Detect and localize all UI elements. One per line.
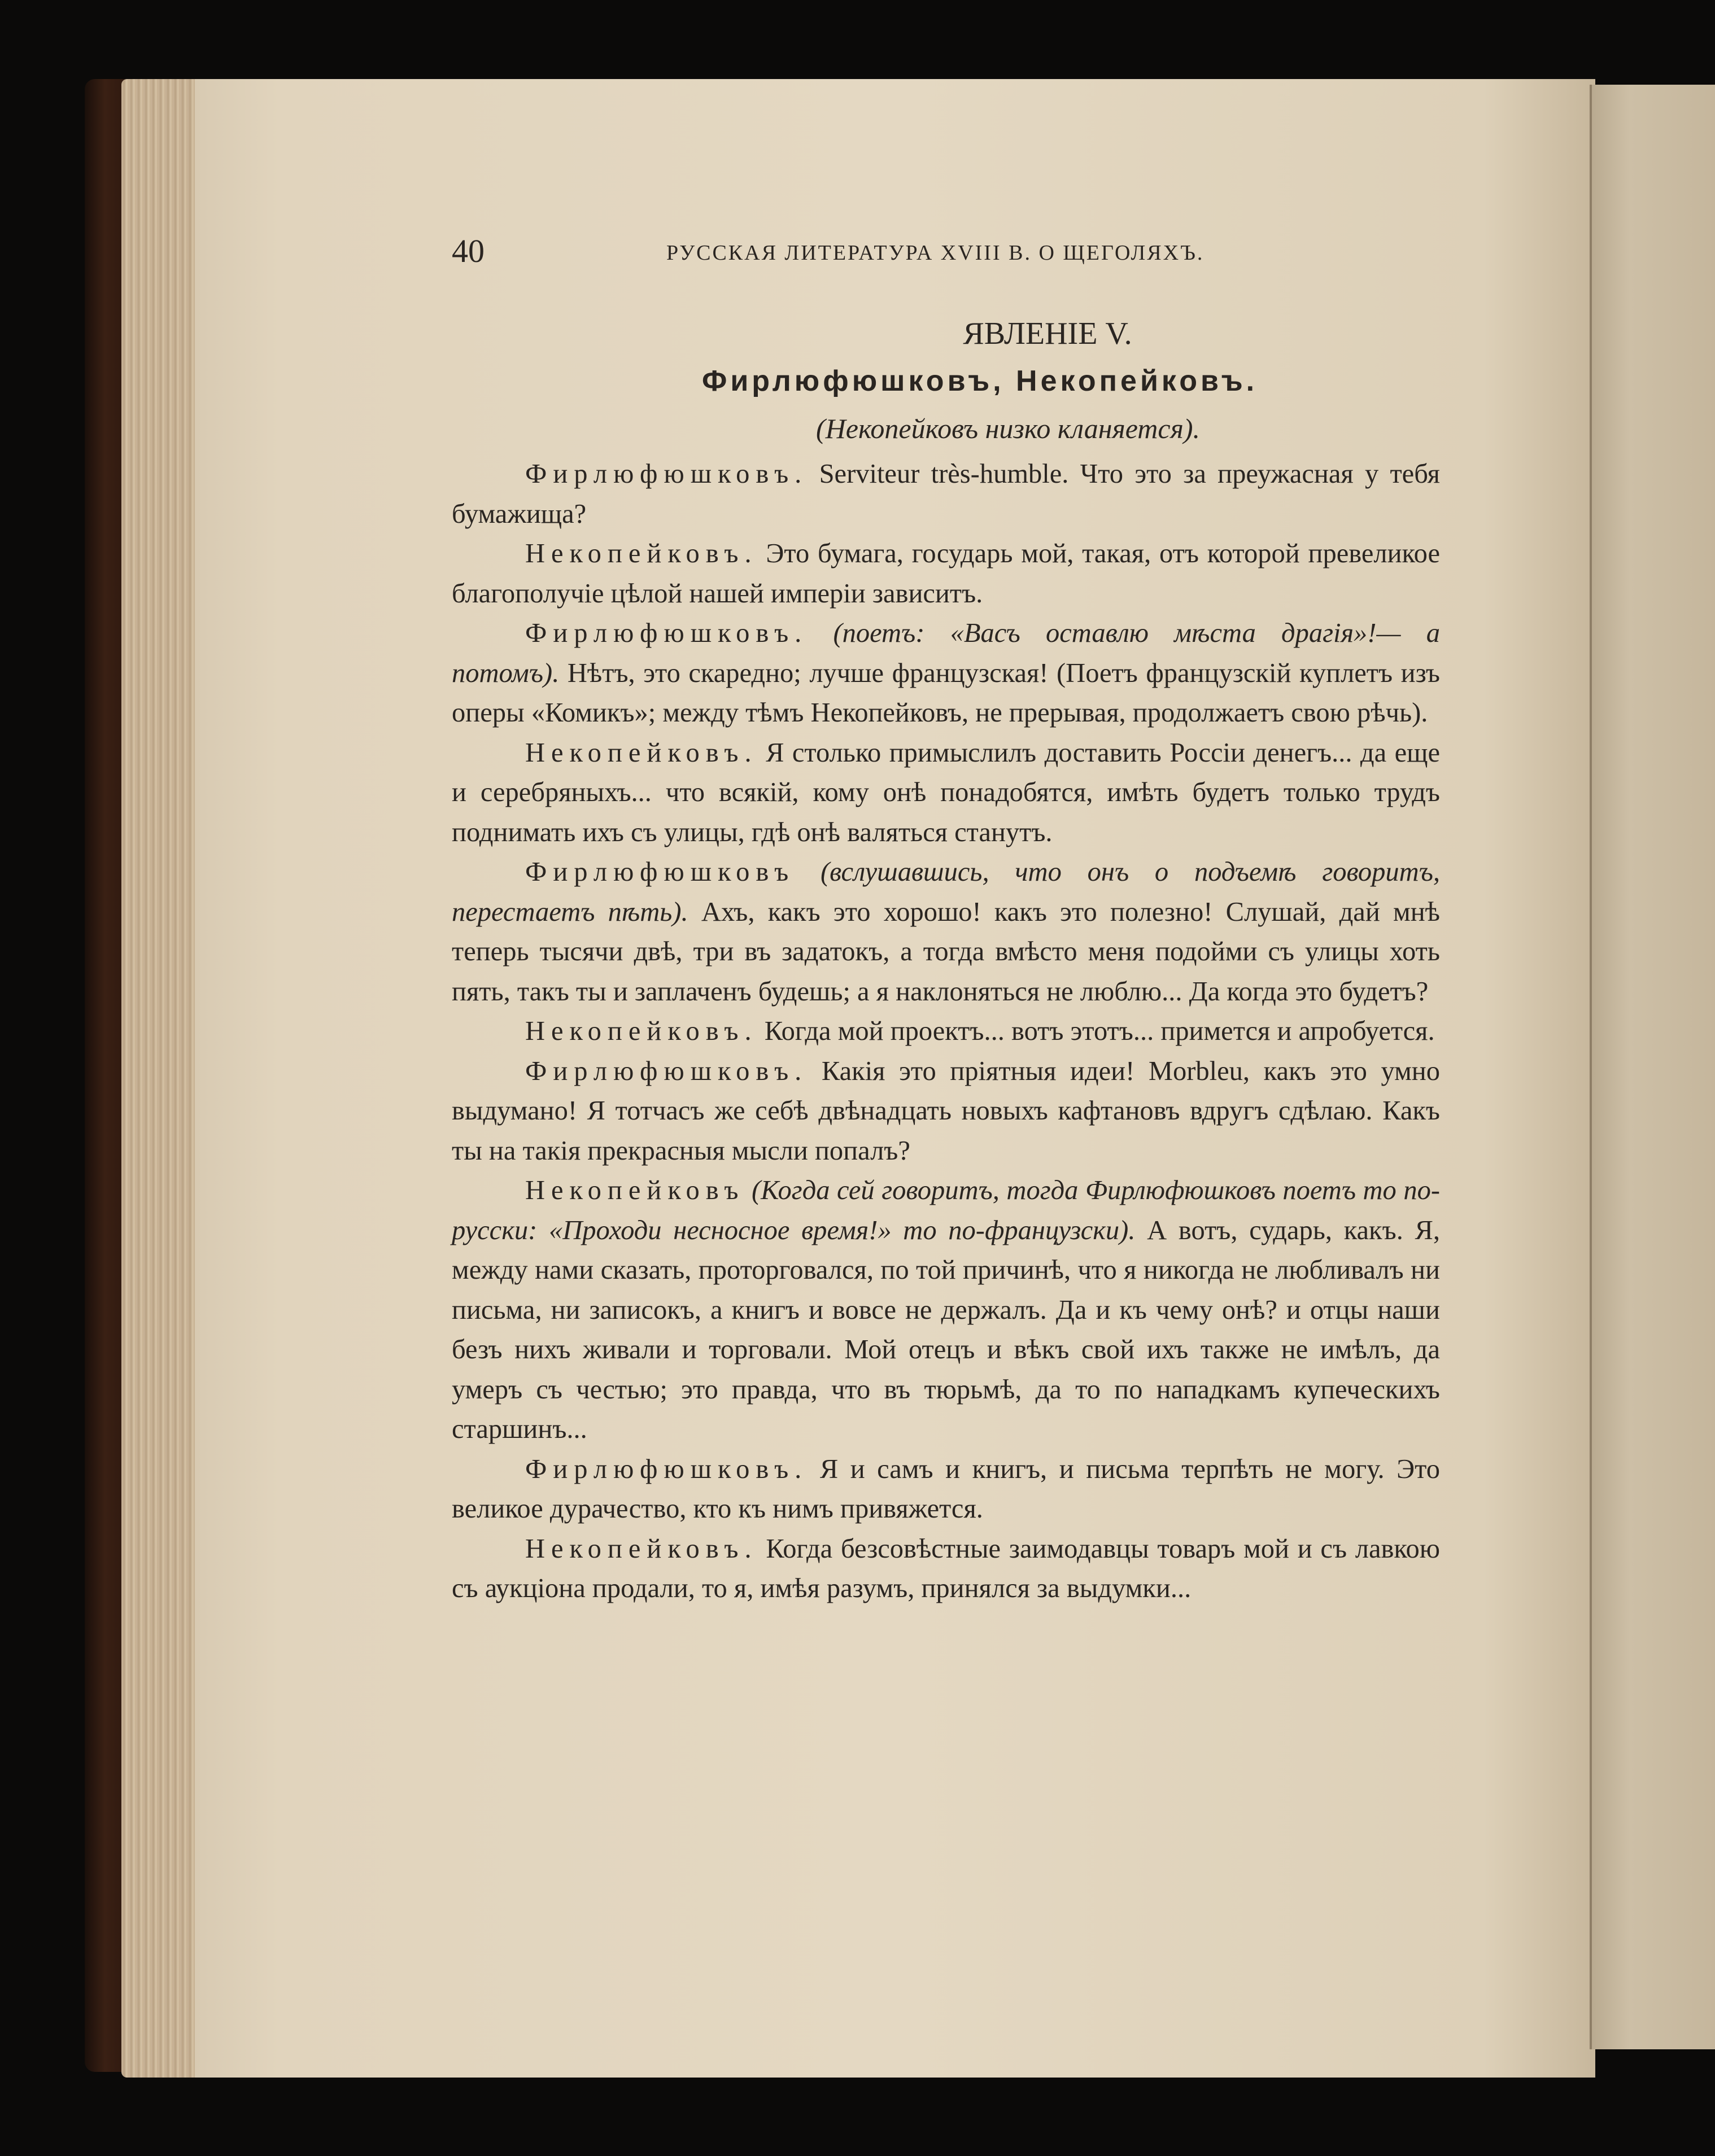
speech-paragraph: [452, 614, 1440, 733]
speech-text: Когда мой проектъ... вотъ этотъ... примется и апробуется.: [757, 1016, 1435, 1046]
speaker-name: Некопейковъ.: [525, 1016, 758, 1046]
speech-text: Я столько примыслилъ доставить Россіи денегъ... да еще и серебряныхъ... что всякій, кому онѣ понадобятся, имѣть будетъ только трудъ поднимать ихъ съ улицы, гдѣ онѣ валяться станутъ.: [452, 737, 1440, 847]
speech-paragraph: [452, 1052, 1440, 1171]
speaker-name: Некопейковъ.: [525, 1533, 758, 1564]
speaker-name: Некопейковъ.: [525, 539, 758, 568]
speaker-name: Фирлюфюшковъ.: [525, 618, 808, 648]
scene-stage-direction: (Некопейковъ низко кланяется).: [816, 413, 1200, 444]
page-content: [452, 229, 1440, 1609]
speech-paragraph: [452, 454, 1440, 534]
page-number: 40: [452, 233, 485, 269]
speech-text: Когда безсовѣстные заимодавцы товаръ мой и съ лавкою съ аукціона продали, то я, имѣя разумъ, принялся за выдумки...: [452, 1533, 1440, 1603]
speaker-name: Фирлюфюшковъ.: [525, 459, 808, 489]
speaker-name: Фирлюфюшковъ.: [525, 1454, 808, 1484]
running-head: РУССКАЯ ЛИТЕРАТУРА XVIII В. О ЩЕГОЛЯХЪ.: [666, 241, 1205, 265]
speech-text: Какія это пріятныя идеи! Morbleu, какъ это умно выдумано! Я тотчасъ же себѣ двѣнадцать новыхъ кафтановъ вдругъ сдѣлаю. Какъ ты на такія прекрасныя мысли попалъ?: [452, 1056, 1440, 1166]
speech-text: Это бумага, государь мой, такая, отъ которой превеликое благополучіе цѣлой нашей имперіи зависитъ.: [452, 539, 1440, 609]
stage-direction: (вслушавшись, что онъ о подъемѣ говоритъ, перестаетъ пѣть).: [452, 857, 1440, 927]
speaker-name: Фирлюфюшковъ: [525, 857, 795, 887]
speech-paragraph: [452, 1012, 1440, 1052]
speech-paragraph: [452, 1450, 1440, 1529]
speech-paragraph: [452, 733, 1440, 853]
speaker-name: Некопейковъ: [525, 1175, 745, 1205]
speaker-name: Некопейковъ.: [525, 737, 758, 768]
page-edges: [121, 79, 206, 2078]
stage-direction: (Когда сей говоритъ, тогда Фирлюфюшковъ поетъ то по-русски: «Проходи несносное время!» то по-французски).: [452, 1175, 1440, 1245]
speech-text: Нѣтъ, это скаредно; лучше французская! (Поетъ французскій куплетъ изъ оперы «Комикъ»; между тѣмъ Некопейковъ, не прерывая, продолжаетъ свою рѣчь).: [452, 658, 1440, 728]
speech-paragraph: [452, 852, 1440, 1012]
scene-characters: Фирлюфюшковъ, Некопейковъ.: [701, 365, 1258, 397]
facing-page-edge: [1590, 85, 1715, 2049]
speaker-name: Фирлюфюшковъ.: [525, 1056, 808, 1086]
stage-direction: (поетъ: «Васъ оставлю мѣста драгія»!— а потомъ).: [452, 618, 1440, 688]
speech-paragraph: [452, 534, 1440, 614]
page-header: [452, 229, 1440, 278]
speech-paragraph: [452, 1529, 1440, 1609]
speech-text: Serviteur très-humble. Что это за преужасная у тебя бумажища?: [452, 459, 1440, 529]
speech-paragraph: [452, 1171, 1440, 1450]
speech-text: Ахъ, какъ это хорошо! какъ это полезно! Слушай, дай мнѣ теперь тысячи двѣ, три въ задатокъ, а тогда вмѣсто меня подойми съ улицы хоть пять, такъ ты и заплаченъ будешь; а я наклоняться не люблю... Да когда это будетъ?: [452, 896, 1440, 1007]
scene-title: ЯВЛЕНІЕ V.: [963, 316, 1132, 351]
speech-text: Я и самъ и книгъ, и письма терпѣть не могу. Это великое дурачество, кто къ нимъ привяжется.: [452, 1454, 1440, 1524]
speech-text: А вотъ, сударь, какъ. Я, между нами сказать, проторговался, по той причинѣ, что я никогда не любливалъ ни письма, ни записокъ, а книгъ и вовсе не держалъ. Да и къ чему онѣ? и отцы наши безъ нихъ живали и торговали. Мой отецъ и вѣкъ свой ихъ также не имѣлъ, да умеръ съ честью; это правда, что въ тюрьмѣ, да то по нападкамъ купеческихъ старшинъ...: [452, 1215, 1441, 1444]
